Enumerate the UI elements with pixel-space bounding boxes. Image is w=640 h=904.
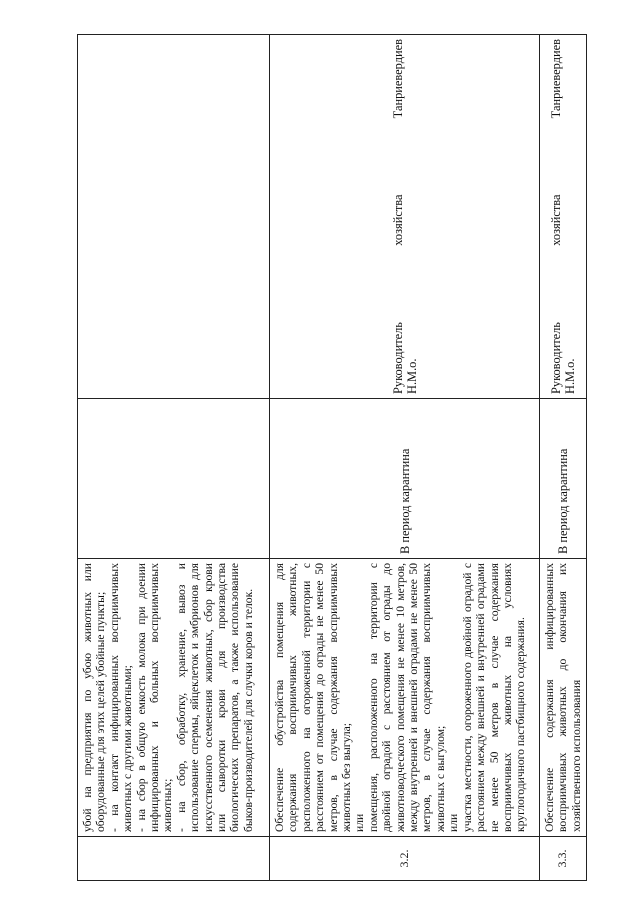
responsible-cell [270, 35, 540, 399]
responsible-word: хозяйства [390, 194, 405, 246]
responsible-initials: Н.М.о. [404, 358, 419, 394]
measure-line: - на сбор, обработку, хранение, вывоз и использование спермы, яйцеклеток и эмбрионов для искусственного осеменения животных, сбор крови или сыворотки крови для производства биологических препаратов, а также использование быков-производителей для случки коров и телок. [174, 563, 255, 832]
measure-line: убой на предприятия по убою животных или оборудованные для этих целей убойные пункты; [81, 563, 108, 832]
responsible-word: Руководитель [549, 322, 564, 394]
responsible-cell [540, 35, 587, 399]
row-number: 3.3. [540, 837, 587, 881]
table-row [270, 35, 540, 881]
responsible-line [549, 39, 563, 394]
measure-text [540, 559, 587, 837]
rotated-page [77, 35, 586, 881]
measure-line: участка местности, огороженного двойной оградой с расстоянием между внешней и внутренней оградами не менее 50 метров в случае содержания восприимчивых животных на условиях круглогодичного пастбищного содержания. [460, 563, 528, 832]
measure-line: - на сбор в общую емкость молока при доении инфицированных и больных восприимчивых животных; [134, 563, 175, 832]
responsible-cell [78, 35, 270, 399]
row-number [78, 837, 270, 881]
measure-line: помещения, расположенного на территории с двойной оградой с расстоянием от ограды до животноводческого помещения не менее 10 метров, между внутренней и внешней оградами не менее 50 метров, в случае содержания восприимчивых животных с выгулом; [366, 563, 447, 832]
measure-text [78, 559, 270, 837]
table-row [540, 35, 587, 881]
measure-text [270, 559, 540, 837]
responsible-word: хозяйства [549, 194, 564, 246]
table-row [78, 35, 270, 881]
measure-line: Обеспечение содержания инфицированных восприимчивых животных до окончания их хозяйственного использования [543, 563, 583, 832]
responsible-word: Танриевердиев [390, 39, 405, 119]
responsible-initials: Н.М.о. [563, 358, 578, 394]
measure-line: Обеспечение обустройства помещения для содержания восприимчивых животных, расположенного на огороженной территории с расстоянием от помещения до ограды не менее 50 метров, в случае содержания восприимчивых животных без выгула; [273, 563, 354, 832]
period-cell: В период карантина [540, 399, 587, 559]
period-cell [78, 399, 270, 559]
measure-line: - на контакт инфицированных восприимчивых животных с другими животными; [107, 563, 135, 832]
responsible-word: Руководитель [390, 322, 405, 394]
responsible-word: Танриевердиев [549, 39, 564, 119]
measure-line: или [447, 813, 461, 832]
row-number: 3.2. [270, 837, 540, 881]
quarantine-measures-table [77, 34, 587, 881]
rotated-table-wrapper [77, 35, 586, 881]
responsible-line [391, 39, 405, 394]
period-cell: В период карантина [270, 399, 540, 559]
measure-line: или [353, 813, 367, 832]
